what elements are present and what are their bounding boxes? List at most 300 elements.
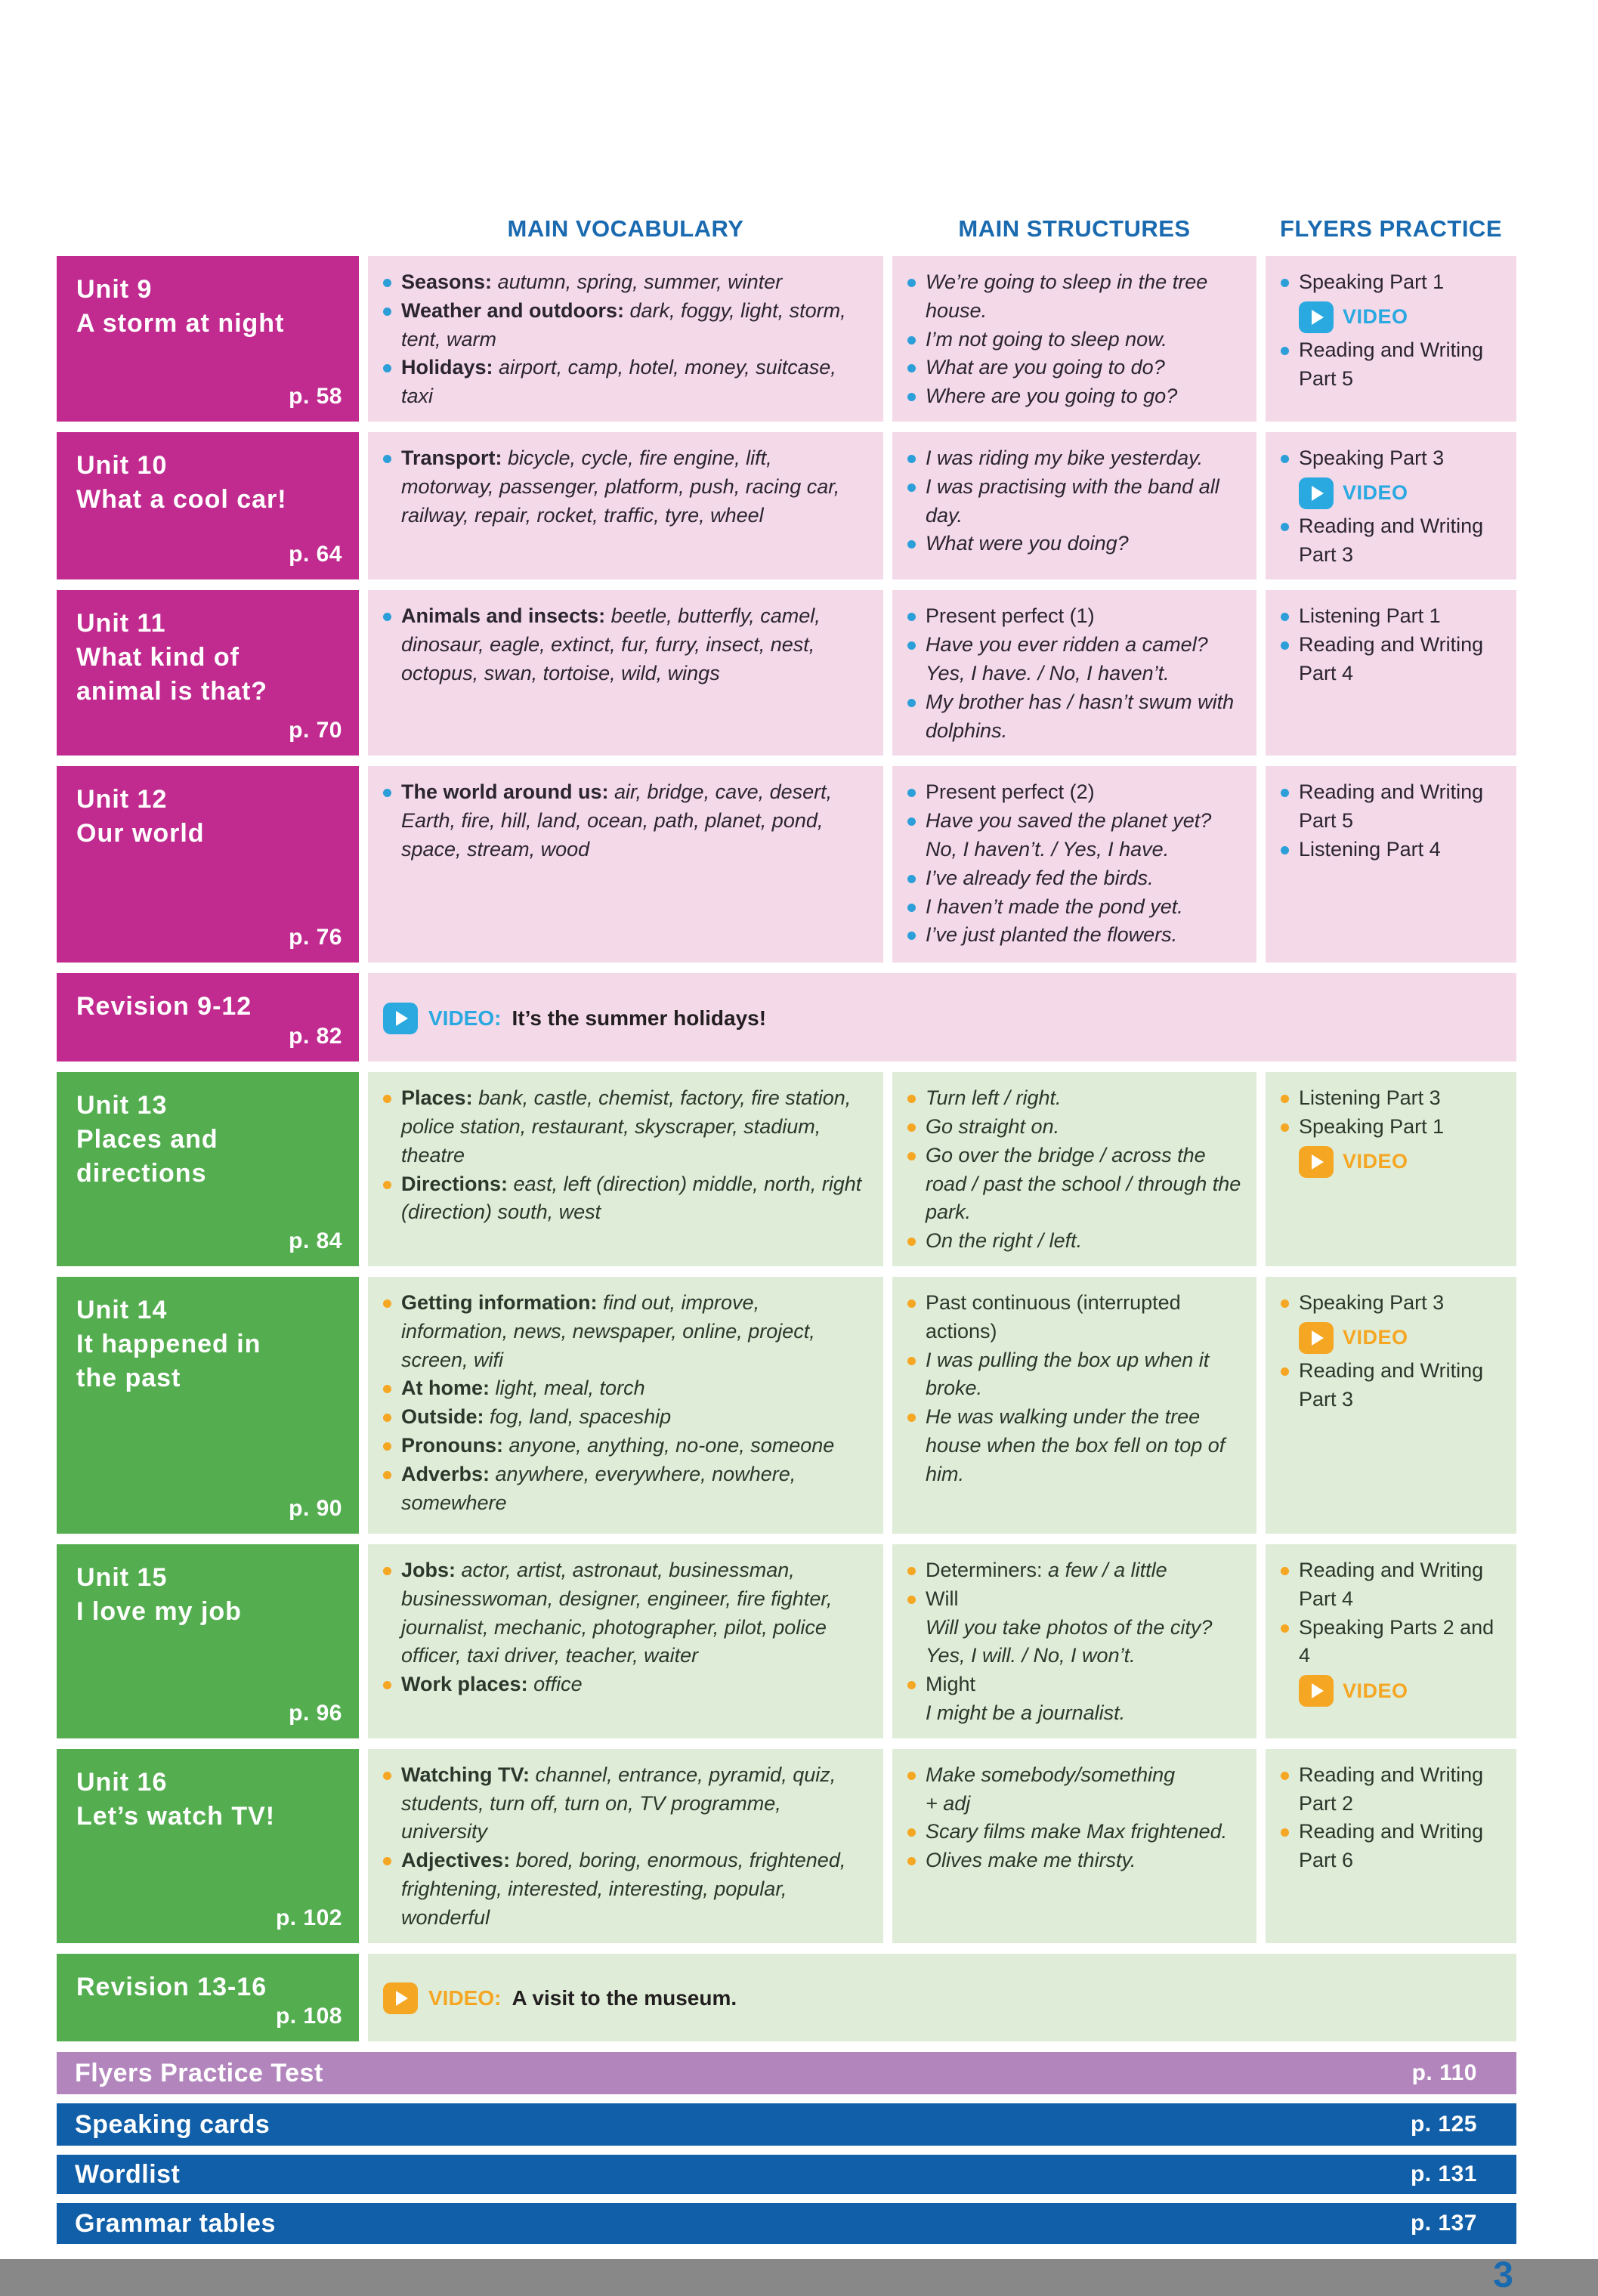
structure-text — [926, 473, 1241, 530]
unit-page-number: p. 64 — [289, 542, 342, 567]
bullet-icon — [907, 875, 916, 883]
practice-item — [1276, 1556, 1501, 1614]
practice-item — [1276, 1289, 1501, 1318]
structure-text — [926, 778, 1095, 807]
unit-title: Unit 14 It happened in the past — [76, 1296, 261, 1392]
structure-text — [926, 1761, 1175, 1819]
structure-example: My brother has / hasn’t swum with dolphins. — [926, 690, 1235, 742]
vocabulary-text — [401, 1846, 868, 1932]
practice-text: Listening Part 1 — [1299, 604, 1441, 628]
unit-title: Unit 11 What kind of animal is that? — [76, 609, 268, 706]
footer-bar-label: Grammar tables — [75, 2208, 276, 2238]
vocabulary-text — [401, 1170, 868, 1228]
practice-text: Speaking Part 3 — [1299, 446, 1445, 469]
structures-cell — [892, 256, 1256, 422]
play-triangle-icon — [1312, 1330, 1324, 1346]
vocabulary-category: Watching TV: — [401, 1763, 530, 1786]
bullet-icon — [383, 1414, 391, 1422]
bullet-icon — [1281, 1567, 1289, 1575]
structure-item — [903, 444, 1241, 473]
structure-example: I was practising with the band all day. — [926, 474, 1219, 527]
vocabulary-text — [401, 778, 868, 864]
structure-item — [903, 1289, 1241, 1346]
practice-text: Reading and Writing Part 3 — [1299, 514, 1484, 566]
video-title: It’s the summer holidays! — [512, 1006, 767, 1030]
bullet-icon — [383, 1772, 391, 1780]
practice-cell — [1266, 1749, 1516, 1943]
vocabulary-category: Directions: — [401, 1172, 508, 1195]
structure-example: I was pulling the box up when it broke. — [926, 1348, 1210, 1400]
structure-label: Determiners: — [926, 1559, 1043, 1582]
vocabulary-words: anywhere, everywhere, nowhere, somewhere — [401, 1462, 796, 1514]
bullet-icon — [383, 1385, 391, 1393]
spacer — [57, 214, 359, 244]
vocabulary-item — [379, 1403, 868, 1432]
bullet-icon — [907, 1238, 916, 1246]
bullet-icon — [383, 1681, 391, 1689]
vocabulary-category: Adverbs: — [401, 1462, 490, 1485]
bullet-icon — [907, 1681, 916, 1689]
bullet-icon — [383, 455, 391, 463]
footer-bar-page: p. 131 — [1410, 2162, 1477, 2187]
practice-text: Speaking Part 3 — [1299, 1291, 1445, 1315]
structure-item — [903, 1142, 1241, 1227]
video-play-icon — [1299, 477, 1334, 509]
bullet-icon — [907, 484, 916, 492]
structure-item — [903, 1761, 1241, 1819]
vocabulary-cell — [368, 1277, 883, 1534]
vocabulary-words: find out, improve, information, news, newspaper, online, project, screen, wifi — [401, 1291, 815, 1371]
unit-block — [57, 1544, 359, 1738]
structure-example-line: Yes, I will. / No, I won’t. — [926, 1644, 1136, 1667]
structure-item — [903, 1113, 1241, 1142]
vocabulary-words: actor, artist, astronaut, businessman, businesswoman, designer, engineer, fire fighter, journalist, mechanic, photographer, pilot, police officer, taxi driver, teacher, waiter — [401, 1559, 833, 1667]
bullet-icon — [1281, 1624, 1289, 1633]
structure-item — [903, 1670, 1241, 1728]
unit-block — [57, 1072, 359, 1266]
vocabulary-text — [401, 1289, 868, 1374]
structure-item — [903, 921, 1241, 950]
vocabulary-item — [379, 1761, 868, 1846]
unit-title: Unit 9 A storm at night — [76, 275, 285, 338]
structure-item — [903, 864, 1241, 893]
structure-text — [926, 1113, 1059, 1142]
structure-item — [903, 1846, 1241, 1875]
footer-bar-page: p. 125 — [1410, 2112, 1477, 2137]
unit-block — [57, 256, 359, 422]
video-label: VIDEO — [1343, 1326, 1408, 1349]
bullet-icon — [1281, 846, 1289, 854]
structure-item — [903, 688, 1241, 746]
toc-row — [57, 1072, 1516, 1266]
structure-text — [926, 444, 1203, 473]
revision-video-cell — [368, 1954, 1516, 2042]
practice-item — [1276, 512, 1501, 570]
bullet-icon — [907, 279, 916, 287]
play-triangle-icon — [1312, 1154, 1324, 1170]
vocabulary-item — [379, 1084, 868, 1170]
bullet-icon — [907, 1828, 916, 1837]
bullet-icon — [383, 1857, 391, 1865]
bullet-icon — [383, 279, 391, 287]
structures-cell — [892, 1072, 1256, 1266]
vocabulary-cell — [368, 1072, 883, 1266]
vocabulary-text — [401, 1670, 583, 1699]
practice-item — [1276, 1614, 1501, 1671]
vocabulary-item — [379, 1289, 868, 1374]
toc-row — [57, 1277, 1516, 1534]
bullet-icon — [1281, 1828, 1289, 1837]
structure-item — [903, 1403, 1241, 1488]
bullet-icon — [907, 1772, 916, 1780]
bullet-icon — [1281, 279, 1289, 287]
structure-label: Present perfect (1) — [926, 604, 1095, 628]
bullet-icon — [1281, 455, 1289, 463]
structure-text — [926, 530, 1129, 558]
unit-title: Unit 12 Our world — [76, 785, 205, 848]
unit-page-number: p. 58 — [289, 383, 342, 409]
structure-example: Have you ever ridden a camel? — [926, 633, 1208, 657]
structures-cell — [892, 766, 1256, 963]
vocabulary-words: air, bridge, cave, desert, Earth, fire, hill, land, ocean, path, planet, pond, space, stream, wood — [401, 780, 833, 861]
structures-cell — [892, 590, 1256, 756]
bullet-icon — [1281, 523, 1289, 531]
toc-row — [57, 1954, 1516, 2042]
footer-bar — [57, 2103, 1516, 2146]
structure-example: I’ve already fed the birds. — [926, 866, 1154, 889]
play-triangle-icon — [396, 1011, 408, 1026]
vocabulary-item — [379, 1374, 868, 1403]
toc-row — [57, 256, 1516, 422]
structure-example-line: No, I haven’t. / Yes, I have. — [926, 837, 1170, 861]
vocabulary-cell — [368, 256, 883, 422]
vocabulary-category: Weather and outdoors: — [401, 298, 625, 322]
structure-text — [926, 382, 1177, 411]
practice-item — [1276, 1113, 1501, 1142]
bullet-icon — [1281, 1095, 1289, 1103]
vocabulary-category: The world around us: — [401, 780, 609, 804]
structure-example: On the right / left. — [926, 1229, 1083, 1253]
vocabulary-cell — [368, 432, 883, 579]
structure-text — [926, 807, 1211, 864]
video-play-icon — [1299, 301, 1334, 333]
vocabulary-category: Jobs: — [401, 1559, 456, 1582]
structure-item — [903, 1585, 1241, 1670]
bullet-icon — [907, 1357, 916, 1365]
structure-example-line: I might be a journalist. — [926, 1701, 1126, 1724]
vocabulary-item — [379, 778, 868, 864]
video-line — [379, 1003, 766, 1034]
video-line — [379, 1982, 737, 2014]
practice-text: Reading and Writing Part 5 — [1299, 338, 1484, 390]
structure-text — [926, 688, 1241, 746]
unit-page-number: p. 70 — [289, 718, 342, 743]
practice-cell — [1266, 256, 1516, 422]
toc-row — [57, 1749, 1516, 1943]
unit-block — [57, 590, 359, 756]
structure-item — [903, 807, 1241, 864]
structure-item — [903, 1346, 1241, 1404]
structure-item — [903, 530, 1241, 558]
practice-item — [1276, 1761, 1501, 1819]
toc-row — [57, 973, 1516, 1061]
unit-block — [57, 1277, 359, 1534]
practice-text: Speaking Part 1 — [1299, 270, 1445, 293]
play-triangle-icon — [1312, 310, 1324, 325]
structure-example: What were you doing? — [926, 532, 1129, 555]
structure-item — [903, 326, 1241, 354]
practice-cell — [1266, 766, 1516, 963]
video-play-icon — [383, 1003, 418, 1034]
column-headers — [57, 214, 1516, 244]
bullet-icon — [907, 904, 916, 912]
unit-block — [57, 1749, 359, 1943]
vocabulary-text — [401, 1403, 671, 1432]
footer-bar-page: p. 137 — [1410, 2211, 1477, 2236]
structures-cell — [892, 1544, 1256, 1738]
vocabulary-words: bank, castle, chemist, factory, fire station, police station, restaurant, skyscraper, stadium, theatre — [401, 1086, 852, 1167]
practice-text: Listening Part 4 — [1299, 837, 1441, 861]
bullet-icon — [1281, 641, 1289, 650]
vocabulary-item — [379, 1556, 868, 1670]
structure-example-line: Yes, I have. / No, I haven’t. — [926, 661, 1170, 684]
structure-item — [903, 1084, 1241, 1113]
structures-cell — [892, 1749, 1256, 1943]
structure-item — [903, 1556, 1241, 1585]
video-play-icon — [1299, 1322, 1334, 1354]
vocabulary-words: fog, land, spaceship — [484, 1405, 672, 1429]
practice-item — [1276, 1084, 1501, 1113]
bullet-icon — [907, 1857, 916, 1865]
footer-bar — [57, 2052, 1516, 2094]
practice-item — [1276, 336, 1501, 394]
vocabulary-text — [401, 297, 868, 354]
vocabulary-text — [401, 354, 868, 411]
structure-text — [926, 1846, 1136, 1875]
vocabulary-item — [379, 1460, 868, 1518]
vocabulary-item — [379, 268, 868, 297]
footer-bar — [57, 2203, 1516, 2244]
structure-example: We’re going to sleep in the tree house. — [926, 270, 1208, 322]
bullet-icon — [907, 1152, 916, 1160]
bullet-icon — [1281, 1367, 1289, 1376]
bullet-icon — [383, 364, 391, 372]
structure-text — [926, 1585, 1212, 1670]
structure-text — [926, 1084, 1062, 1113]
practice-text: Reading and Writing Part 2 — [1299, 1763, 1484, 1815]
structure-text — [926, 1346, 1241, 1404]
play-triangle-icon — [1312, 486, 1324, 501]
vocabulary-cell — [368, 590, 883, 756]
vocabulary-category: Seasons: — [401, 270, 493, 293]
toc-row — [57, 1544, 1516, 1738]
structure-text — [926, 1227, 1082, 1256]
structure-example: I was riding my bike yesterday. — [926, 446, 1204, 469]
unit-title: Unit 13 Places and directions — [76, 1091, 218, 1188]
vocabulary-item — [379, 297, 868, 354]
bullet-icon — [907, 1567, 916, 1575]
vocabulary-item — [379, 602, 868, 688]
practice-text: Reading and Writing Part 5 — [1299, 780, 1484, 833]
bullet-icon — [907, 364, 916, 372]
structure-example-line: Will you take photos of the city? — [926, 1615, 1213, 1639]
video-label: VIDEO — [1343, 305, 1408, 329]
video-line — [1299, 301, 1501, 333]
bullet-icon — [907, 1095, 916, 1103]
bullet-icon — [383, 1471, 391, 1479]
unit-title: Unit 15 I love my job — [76, 1563, 242, 1626]
structure-text — [926, 1403, 1241, 1488]
bullet-icon — [383, 1442, 391, 1451]
vocabulary-category: Work places: — [401, 1673, 528, 1696]
footer-bar — [57, 2155, 1516, 2194]
unit-block — [57, 973, 359, 1061]
play-triangle-icon — [396, 1991, 408, 2006]
structure-example: Make somebody/something — [926, 1763, 1176, 1786]
structure-example: Have you saved the planet yet? — [926, 809, 1212, 833]
structure-example: Go straight on. — [926, 1115, 1060, 1139]
vocabulary-item — [379, 354, 868, 411]
video-line — [1299, 1675, 1501, 1707]
structure-example: I’ve just planted the flowers. — [926, 923, 1178, 947]
bullet-icon — [907, 1596, 916, 1604]
bullet-icon — [907, 641, 916, 650]
video-line — [1299, 1146, 1501, 1178]
revision-video-cell — [368, 973, 1516, 1061]
unit-block — [57, 766, 359, 963]
practice-cell — [1266, 1072, 1516, 1266]
vocabulary-text — [401, 444, 868, 530]
practice-text: Reading and Writing Part 3 — [1299, 1358, 1484, 1411]
structure-item — [903, 382, 1241, 411]
footer-bar-label: Speaking cards — [75, 2109, 270, 2139]
structure-example: Scary films make Max frightened. — [926, 1820, 1228, 1843]
structure-item — [903, 631, 1241, 688]
practice-cell — [1266, 432, 1516, 579]
video-label: VIDEO — [1343, 481, 1408, 505]
practice-text: Speaking Parts 2 and 4 — [1299, 1615, 1494, 1667]
vocabulary-words: beetle, butterfly, camel, dinosaur, eagle, extinct, fur, furry, insect, nest, octopus, swan, tortoise, wild, wings — [401, 604, 821, 684]
vocabulary-category: Places: — [401, 1086, 473, 1110]
vocabulary-words: bored, boring, enormous, frightened, frightening, interested, interesting, popular, wonderful — [401, 1849, 846, 1929]
structure-text — [926, 921, 1177, 950]
structure-example: I’m not going to sleep now. — [926, 327, 1167, 351]
vocabulary-words: light, meal, torch — [490, 1377, 645, 1400]
bullet-icon — [907, 540, 916, 549]
unit-block — [57, 432, 359, 579]
bullet-icon — [383, 789, 391, 797]
vocabulary-cell — [368, 1749, 883, 1943]
structure-item — [903, 893, 1241, 922]
unit-title: Unit 16 Let’s watch TV! — [76, 1767, 276, 1831]
unit-title: Unit 10 What a cool car! — [76, 450, 287, 514]
vocabulary-text — [401, 1460, 868, 1518]
bullet-icon — [907, 613, 916, 621]
structure-example: Go over the bridge / across the road / past the school / through the park. — [926, 1143, 1241, 1224]
vocabulary-words: bicycle, cycle, fire engine, lift, motorway, passenger, platform, push, racing car, railway, repair, rocket, traffic, tyre, wheel — [401, 446, 840, 527]
structures-cell — [892, 1277, 1256, 1534]
unit-title: Revision 13-16 — [76, 1972, 267, 2001]
vocabulary-words: anyone, anything, no-one, someone — [503, 1434, 835, 1457]
bullet-icon — [383, 1567, 391, 1575]
practice-item — [1276, 631, 1501, 688]
unit-title: Revision 9-12 — [76, 992, 252, 1021]
unit-page-number: p. 90 — [289, 1496, 342, 1522]
footer-bar-label: Wordlist — [75, 2159, 181, 2189]
structure-text — [926, 1289, 1241, 1346]
structure-text — [926, 326, 1167, 354]
bullet-icon — [907, 1414, 916, 1422]
bullet-icon — [907, 455, 916, 463]
unit-page-number: p. 84 — [289, 1228, 342, 1254]
structure-example: He was walking under the tree house when the box fell on top of him. — [926, 1405, 1226, 1485]
structure-example: Turn left / right. — [926, 1086, 1062, 1110]
vocabulary-text — [401, 1374, 645, 1403]
play-triangle-icon — [1312, 1683, 1324, 1698]
structure-text — [926, 1670, 1125, 1728]
practice-text: Reading and Writing Part 6 — [1299, 1820, 1484, 1872]
practice-item — [1276, 1357, 1501, 1414]
vocabulary-category: Transport: — [401, 446, 502, 469]
practice-item — [1276, 268, 1501, 297]
structure-label: Might — [926, 1673, 976, 1696]
bullet-icon — [1281, 1772, 1289, 1780]
structure-example-line: + adj — [926, 1791, 971, 1815]
practice-cell — [1266, 1277, 1516, 1534]
vocabulary-words: office — [527, 1673, 583, 1696]
bullet-icon — [383, 1095, 391, 1103]
toc-row — [57, 432, 1516, 579]
vocabulary-text — [401, 1556, 868, 1670]
unit-page-number: p. 108 — [275, 2004, 342, 2029]
practice-text: Reading and Writing Part 4 — [1299, 633, 1484, 684]
bullet-icon — [907, 789, 916, 797]
contents-table — [57, 214, 1516, 2296]
structure-example: What are you going to do? — [926, 356, 1165, 379]
vocabulary-cell — [368, 766, 883, 963]
structure-example: a few / a little — [1042, 1559, 1167, 1582]
bullet-icon — [1281, 1123, 1289, 1132]
practice-item — [1276, 602, 1501, 631]
video-label: VIDEO: — [428, 1986, 502, 2010]
bullet-icon — [907, 817, 916, 826]
unit-page-number: p. 76 — [289, 925, 342, 950]
unit-page-number: p. 102 — [275, 1905, 342, 1930]
vocabulary-item — [379, 1670, 868, 1699]
structure-text — [926, 1818, 1227, 1846]
bullet-icon — [1281, 613, 1289, 621]
structure-item — [903, 473, 1241, 530]
practice-item — [1276, 836, 1501, 864]
page-number: 3 — [1493, 2255, 1513, 2296]
structure-example: I haven’t made the pond yet. — [926, 895, 1183, 918]
video-title: A visit to the museum. — [512, 1986, 737, 2010]
structure-label: Present perfect (2) — [926, 780, 1095, 804]
vocabulary-cell — [368, 1544, 883, 1738]
structure-text — [926, 268, 1241, 326]
structures-cell — [892, 432, 1256, 579]
structure-text — [926, 1142, 1241, 1227]
structure-example: Where are you going to go? — [926, 385, 1178, 408]
structure-item — [903, 1818, 1241, 1846]
vocabulary-item — [379, 1846, 868, 1932]
structure-item — [903, 602, 1241, 631]
vocabulary-words: dark, foggy, light, storm, tent, warm — [401, 298, 846, 351]
unit-rows — [57, 256, 1516, 2041]
video-label: VIDEO — [1343, 1150, 1408, 1173]
bullet-icon — [383, 613, 391, 621]
bullet-icon — [907, 699, 916, 707]
